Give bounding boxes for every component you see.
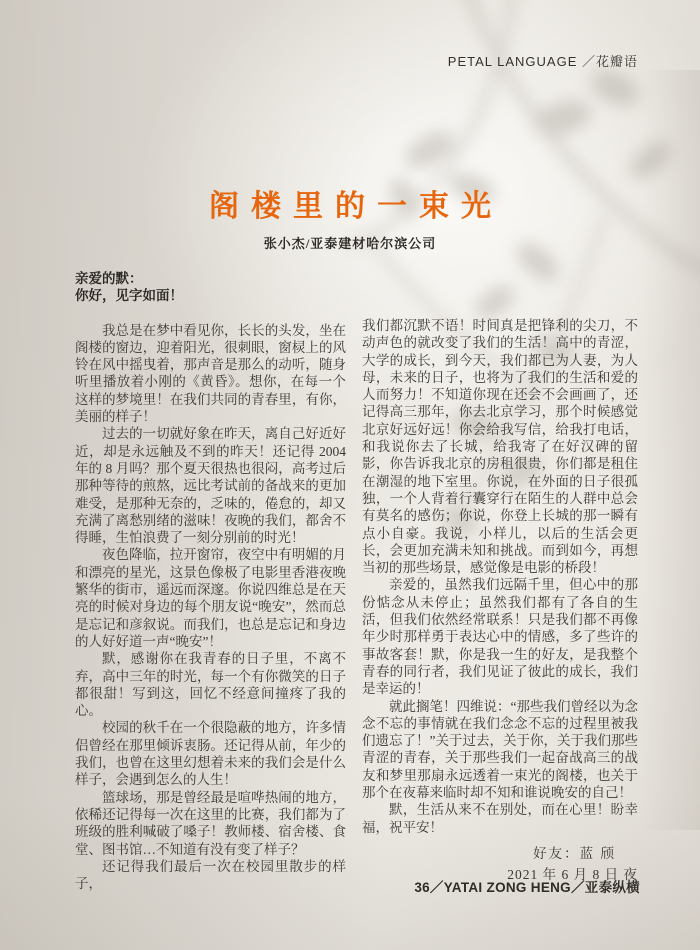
- paragraph: 我们都沉默不语！时间真是把锋利的尖刀，不动声色的就改变了我们的生活！高中的青涩，大学的成长，到今天，我们都已为人妻，为人母，未来的日子，也将为了我们的生活和爱的人而努力！不知道你现在还会不会画画了，还记得高三那年，你去北京学习，那个时候感觉北京好远好远！你会给我写信，给我打电话，和我说你去了长城，给我寄了在好汉碑的留影，你告诉我北京的房租很贵，你们都是租住在潮湿的地下室里。你说，在外面的日子很孤独，一个人背着行囊穿行在陌生的人群中总会有莫名的感伤；你说，你登上长城的那一瞬有点小自豪。我说，小样儿，以后的生活会更长，会更加充满未知和挑战。而到如今，再想当初的那些场景，感觉像是电影的桥段！: [362, 318, 638, 576]
- article-byline: 张小杰/亚泰建材哈尔滨公司: [263, 236, 437, 251]
- paragraph: 校园的秋千在一个很隐蔽的地方，许多情侣曾经在那里倾诉衷肠。还记得从前，年少的我们，也曾在这里幻想着未来的我们会是什么样子，会遇到怎么的人生！: [75, 720, 346, 788]
- article-column-left: [75, 270, 346, 892]
- paragraph: 夜色降临，拉开窗帘，夜空中有明媚的月和漂亮的星光，这景色像极了电影里香港夜晚繁华的街市，遥远而深邃。你说四维总是在天亮的时候对身边的每个朋友说“晚安”，然而总是忘记和彦叙说。而我们，也总是忘记和身边的人好好道一声“晚安”！: [75, 547, 346, 649]
- paragraph: 默，生活从来不在别处，而在心里！盼幸福，祝平安！: [362, 802, 638, 835]
- paragraph: 篮球场，那是曾经最是喧哗热闹的地方，依稀还记得每一次在这里的比赛，我们都为了班级的胜利喊破了嗓子！教师楼、宿舍楼、食堂、图书馆…不知道有没有变了样子？: [75, 789, 346, 857]
- signature-name: 好友：蓝 颀: [533, 845, 616, 861]
- paragraph: 我总是在梦中看见你，长长的头发，坐在阁楼的窗边，迎着阳光，很刺眼，窗棂上的风铃在风中摇曳着，那声音是那么的动听，随身听里播放着小刚的《黄昏》。想你，在每一个这样的梦境里！在我们共同的青春里，有你，美丽的样子！: [75, 322, 346, 425]
- paragraph: 过去的一切就好象在昨天，离自己好近好近，却是永远触及不到的昨天！还记得 2004 年的 8 月吗？那个夏天很热也很闷，高考过后那种等待的煎熬，远比考试前的备战来的更加难受，是那种无奈的，乏味的，倦怠的，却又充满了离愁别绪的滋味！夜晚的我们，都舍不得睡，生怕浪费了一刻分别前的时光！: [75, 426, 346, 546]
- page-footer: 36／YATAI ZONG HENG／亚泰纵横: [414, 880, 640, 895]
- article-title: 阁楼里的一束光: [209, 189, 503, 224]
- paragraph: 亲爱的，虽然我们远隔千里，但心中的那份惦念从未停止；虽然我们都有了各自的生活，但我们依然经常联系！只是我们都不再像年少时那样勇于表达心中的情感，多了些许的事故客套！默，你是我一生的好友，是我整个青春的同行者，我们见证了彼此的成长，我们是幸运的！: [362, 577, 638, 697]
- section-header: PETAL LANGUAGE ／花瓣语: [447, 54, 638, 69]
- article-column-right: [362, 317, 638, 885]
- paragraph: 就此搁笔！四维说：“那些我们曾经以为念念不忘的事情就在我们念念不忘的过程里被我们遗忘了！”关于过去，关于你，关于我们那些青涩的青春，关于那些我们一起奋战高三的战友和梦里那扇永远透着一束光的阁楼，也关于那个在夜幕来临时却不知和谁说晚安的自己！: [362, 698, 638, 801]
- paragraph: 默，感谢你在我青春的日子里，不离不弃，高中三年的时光，每一个有你微笑的日子都很甜！写到这，回忆不经意间撞疼了我的心。: [75, 651, 346, 719]
- signature-date: 2021 年 6 月 8 日 夜: [507, 866, 638, 882]
- paragraph: 还记得我们最后一次在校园里散步的样子，: [75, 858, 346, 892]
- salutation-line-2: 你好，见字如面！: [75, 288, 183, 304]
- salutation-line-1: 亲爱的默：: [75, 271, 143, 286]
